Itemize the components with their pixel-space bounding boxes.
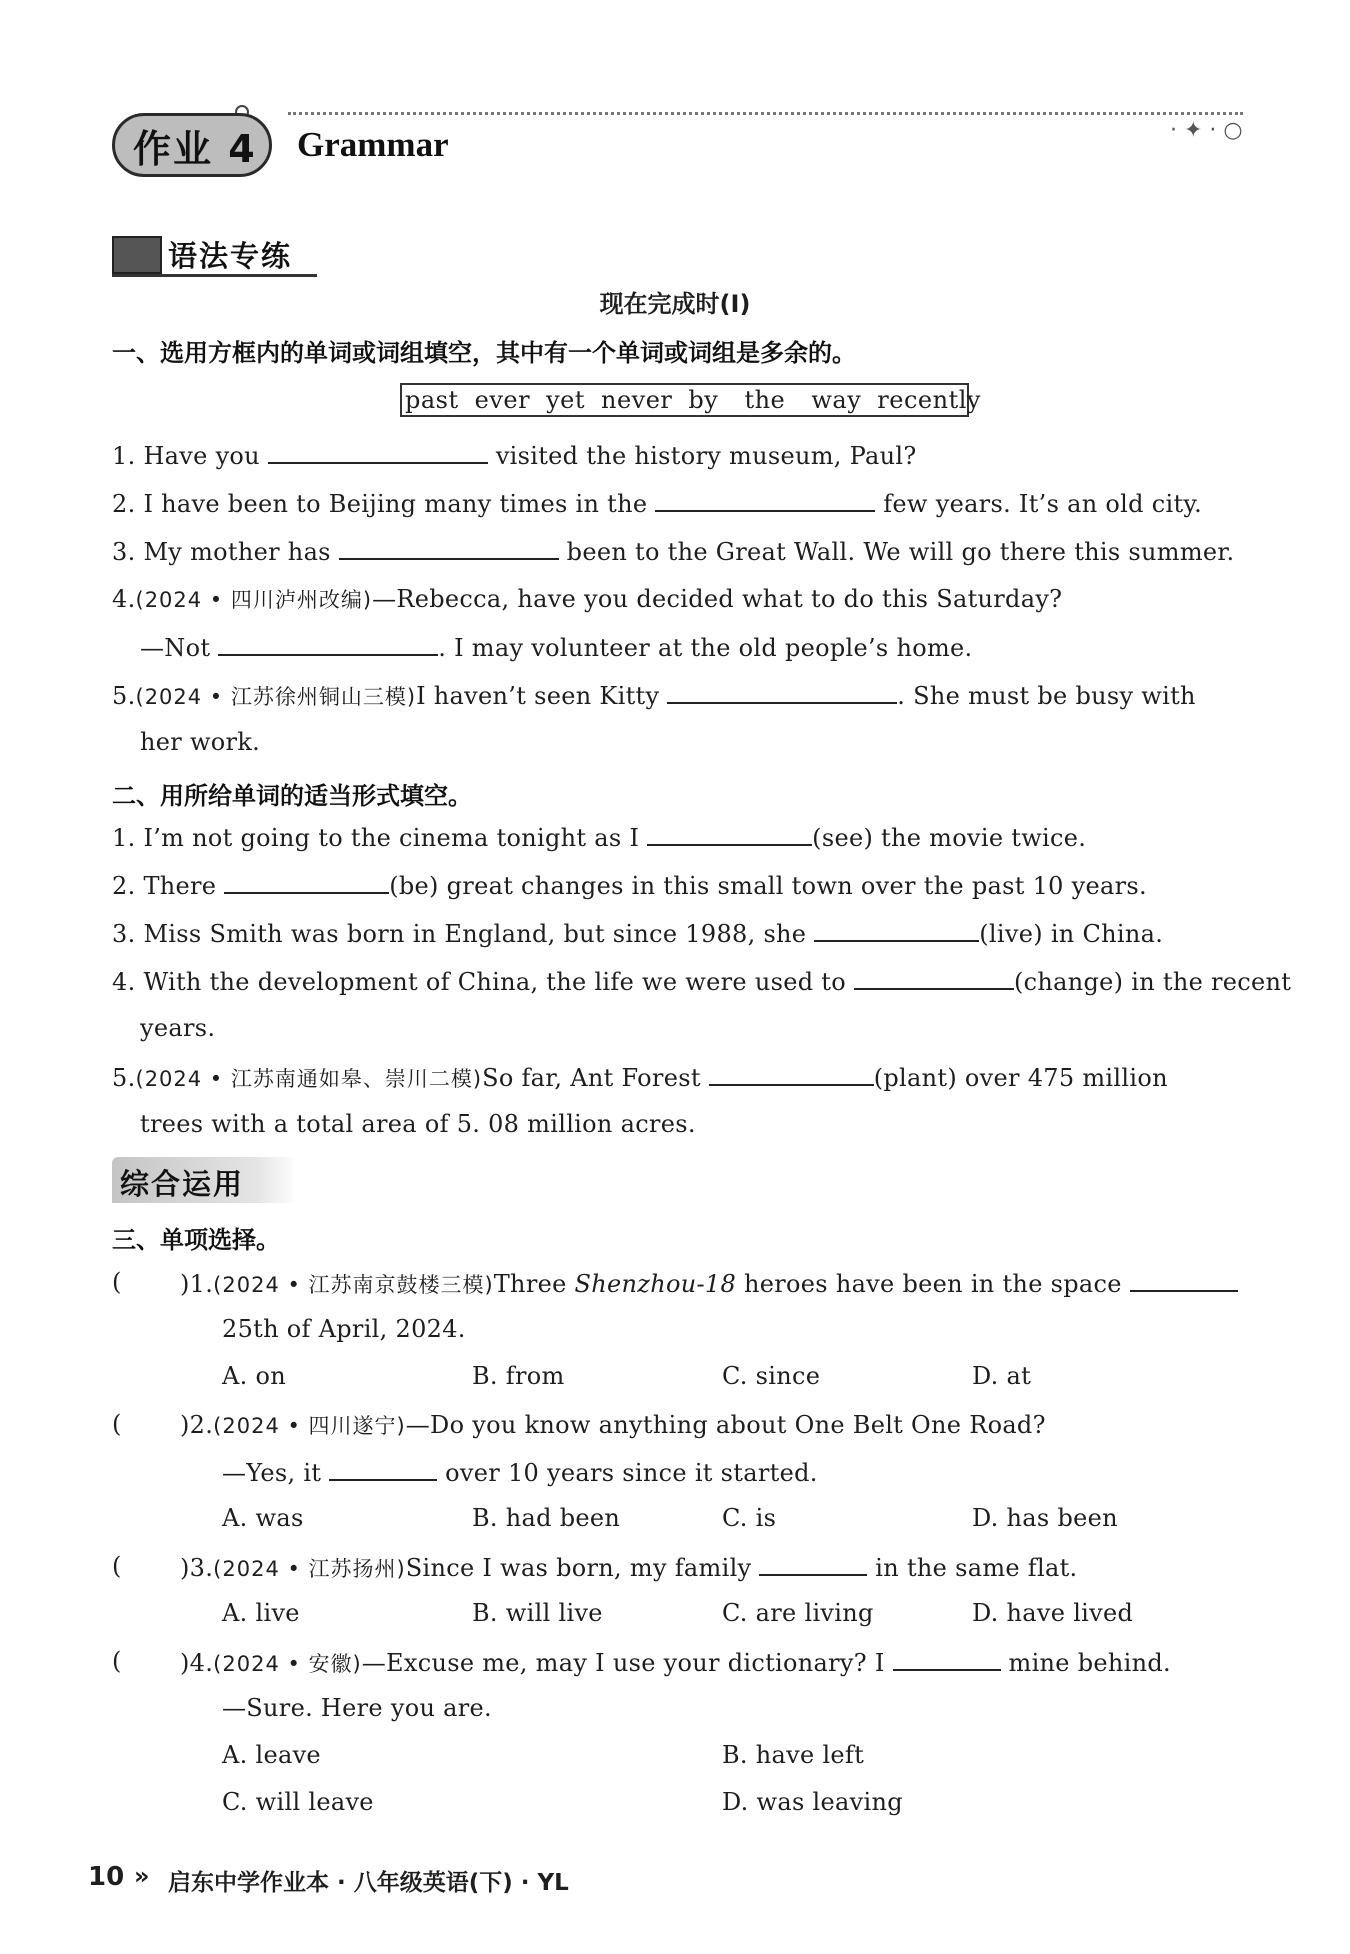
word-bank-box [400, 383, 981, 417]
item-text: years. [140, 1014, 216, 1042]
item-number: 3. [112, 538, 136, 566]
source-note: (2024 • 江苏徐州铜山三模) [135, 685, 417, 709]
answer-blank[interactable] [339, 536, 559, 560]
sparkle-icon: · ✦ · ○ [1170, 118, 1243, 143]
item-text: been to the Great Wall. We will go there this summer. [566, 538, 1235, 566]
answer-blank[interactable] [268, 440, 488, 464]
mc-question [180, 1647, 1171, 1678]
mc-question [112, 1268, 122, 1296]
answer-blank[interactable] [759, 1552, 867, 1576]
word-bank-item: ever [474, 386, 531, 414]
part3-heading: 三、单项选择。 [112, 1226, 280, 1254]
item-text: —Rebecca, have you decided what to do this Saturday? [372, 585, 1063, 613]
option[interactable]: D. at [972, 1362, 1032, 1390]
exercise-line [112, 584, 1062, 614]
notebook-icon [112, 236, 162, 274]
answer-paren[interactable]: ( [112, 1410, 122, 1438]
item-number: 1. [112, 824, 136, 852]
item-text: . She must be busy with [897, 682, 1196, 710]
item-number: 4. [112, 585, 136, 613]
mc-question [180, 1410, 1046, 1440]
exercise-line [112, 440, 917, 470]
item-number: 5. [112, 682, 136, 710]
part1-heading: 一、选用方框内的单词或词组填空，其中有一个单词或词组是多余的。 [112, 339, 856, 367]
item-text: I’m not going to the cinema tonight as I [143, 824, 640, 852]
answer-blank[interactable] [655, 488, 875, 512]
item-text: With the development of China, the life we were used to [143, 968, 846, 996]
chevron-right-icon: » [134, 1862, 150, 1890]
item-number: 3. [112, 920, 136, 948]
item-text: in the same flat. [875, 1554, 1078, 1582]
exercise-line [222, 1694, 492, 1722]
exercise-line [140, 632, 972, 662]
item-text: —Sure. Here you are. [222, 1694, 492, 1722]
exercise-line [112, 822, 1086, 852]
footer-book-title: 启东中学作业本 · 八年级英语(下) · YL [168, 1870, 569, 1896]
mc-question [112, 1552, 122, 1580]
answer-blank[interactable] [329, 1457, 437, 1481]
answer-paren[interactable]: ( [112, 1268, 122, 1296]
answer-paren[interactable]: ( [112, 1552, 122, 1580]
option[interactable]: A. live [222, 1599, 300, 1627]
option[interactable]: C. is [722, 1504, 777, 1532]
item-text: There [143, 872, 217, 900]
mc-question [180, 1552, 1077, 1583]
item-text: I have been to Beijing many times in the [143, 490, 648, 518]
exercise-line [222, 1457, 818, 1487]
item-text: Have you [143, 442, 260, 470]
section-tag-grammar-practice: 语法专练 [168, 239, 293, 273]
item-text: —Not [140, 634, 211, 662]
answer-blank[interactable] [224, 870, 389, 894]
exercise-line [140, 1014, 215, 1042]
item-text: My mother has [143, 538, 331, 566]
word-bank-item: recently [877, 386, 981, 414]
item-text-italic: Shenzhou-18 [574, 1270, 737, 1298]
item-text: —Yes, it [222, 1459, 322, 1487]
word-bank-item: never [600, 386, 673, 414]
option[interactable]: C. since [722, 1362, 821, 1390]
item-number: 4. [112, 968, 136, 996]
item-text: Miss Smith was born in England, but since 1988, she [143, 920, 807, 948]
option[interactable]: D. have lived [972, 1599, 1134, 1627]
option[interactable]: C. are living [722, 1599, 874, 1627]
answer-blank[interactable] [667, 680, 897, 704]
answer-blank[interactable] [647, 822, 812, 846]
mc-question [112, 1647, 122, 1675]
item-text: (live) in China. [979, 920, 1164, 948]
item-text: Three [493, 1270, 567, 1298]
mc-question [112, 1410, 122, 1438]
exercise-line [112, 870, 1147, 900]
item-text: trees with a total area of 5. 08 million acres. [140, 1110, 696, 1138]
topic-title: 现在完成时(Ⅰ) [599, 290, 751, 318]
item-text: mine behind. [1008, 1649, 1171, 1677]
exercise-line [112, 680, 1196, 711]
source-note: (2024 • 江苏南通如皋、崇川二模) [135, 1067, 483, 1091]
exercise-line [112, 918, 1163, 948]
page-title: Grammar [297, 125, 449, 164]
answer-blank[interactable] [709, 1062, 874, 1086]
word-bank-item: yet [546, 386, 585, 414]
item-text: visited the history museum, Paul? [495, 442, 917, 470]
option[interactable]: B. have left [722, 1741, 865, 1769]
answer-blank[interactable] [218, 632, 438, 656]
exercise-line [112, 536, 1235, 566]
item-number: 2. [112, 490, 136, 518]
item-number: 2. [112, 872, 136, 900]
section-underline [112, 274, 317, 277]
source-note: (2024 • 四川遂宁) [213, 1414, 406, 1438]
exercise-line [112, 488, 1202, 518]
item-number: )4. [180, 1649, 214, 1677]
option[interactable]: A. leave [222, 1741, 321, 1769]
item-text: So far, Ant Forest [482, 1064, 701, 1092]
answer-blank[interactable] [814, 918, 979, 942]
source-note: (2024 • 江苏南京鼓楼三模) [213, 1273, 494, 1297]
section-tag-integrated-use: 综合运用 [120, 1167, 245, 1201]
assignment-label: 作业 4 [133, 127, 257, 171]
item-text: I haven’t seen Kitty [416, 682, 660, 710]
source-note: (2024 • 江苏扬州) [213, 1557, 406, 1581]
option[interactable]: A. on [222, 1362, 286, 1390]
item-text: —Do you know anything about One Belt One Road? [405, 1411, 1046, 1439]
item-number: 1. [112, 442, 136, 470]
header-dotted-line [288, 112, 1243, 115]
answer-blank[interactable] [854, 966, 1014, 990]
exercise-line [112, 966, 1291, 996]
item-text: Since I was born, my family [405, 1554, 752, 1582]
answer-blank[interactable] [1130, 1268, 1238, 1292]
answer-paren[interactable]: ( [112, 1647, 122, 1675]
item-text: few years. It’s an old city. [883, 490, 1202, 518]
exercise-line [112, 1062, 1168, 1093]
item-text: . I may volunteer at the old people’s home. [438, 634, 973, 662]
item-text: —Excuse me, may I use your dictionary? I [361, 1649, 885, 1677]
option[interactable]: A. was [222, 1504, 304, 1532]
word-bank-item: past [405, 386, 459, 414]
answer-blank[interactable] [893, 1647, 1001, 1671]
option[interactable]: D. has been [972, 1504, 1118, 1532]
word-bank-item: by the way [688, 386, 862, 414]
option[interactable]: B. will live [472, 1599, 603, 1627]
part2-heading: 二、用所给单词的适当形式填空。 [112, 782, 472, 810]
item-text: (plant) over 475 million [873, 1064, 1168, 1092]
source-note: (2024 • 四川泸州改编) [135, 588, 373, 612]
item-number: )3. [180, 1554, 214, 1582]
option[interactable]: B. had been [472, 1504, 621, 1532]
item-number: 5. [112, 1064, 136, 1092]
option[interactable]: C. will leave [222, 1788, 374, 1816]
exercise-line [222, 1315, 466, 1343]
mc-question [180, 1268, 1238, 1299]
exercise-line [140, 1110, 696, 1138]
item-number: )2. [180, 1411, 214, 1439]
option[interactable]: D. was leaving [722, 1788, 903, 1816]
item-text: (be) great changes in this small town over the past 10 years. [389, 872, 1147, 900]
item-text: 25th of April, 2024. [222, 1315, 466, 1343]
page-number: 10 [88, 1862, 125, 1892]
item-text: (change) in the recent [1013, 968, 1292, 996]
item-number: )1. [180, 1270, 214, 1298]
item-text: (see) the movie twice. [812, 824, 1087, 852]
item-text: heroes have been in the space [743, 1270, 1122, 1298]
item-text: her work. [140, 728, 261, 756]
item-text: over 10 years since it started. [445, 1459, 818, 1487]
exercise-line [140, 728, 260, 756]
option[interactable]: B. from [472, 1362, 565, 1390]
source-note: (2024 • 安徽) [213, 1652, 362, 1676]
